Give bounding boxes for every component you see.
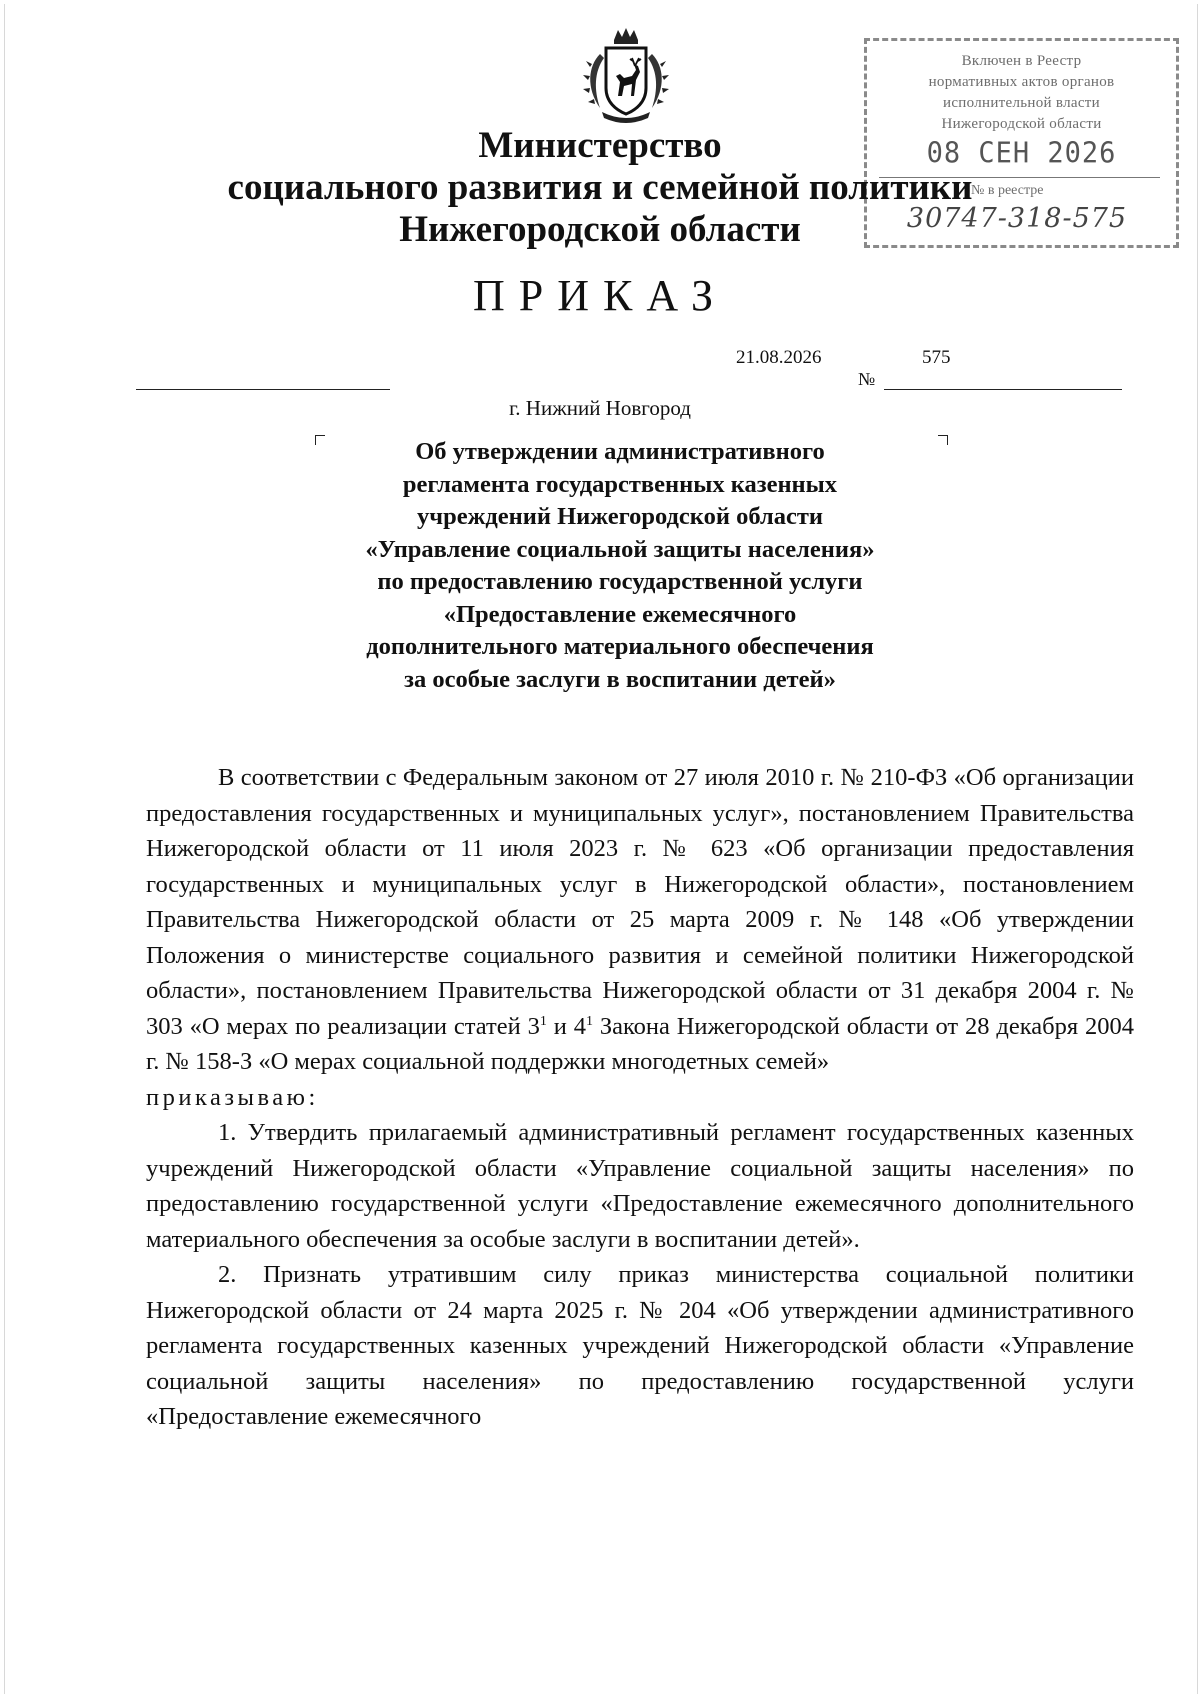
preamble-text: Закона Нижегородской области от 28 декабря 2004 г. № 158-З «О мерах социальной поддержки многодетных семей» [146, 1012, 1134, 1075]
subject-line: регламента государственных казенных [402, 470, 838, 498]
number-underline [884, 389, 1122, 390]
preamble-paragraph [146, 760, 1134, 1080]
subject-line: Об утверждении административного [415, 438, 825, 465]
order-number: 575 [922, 347, 951, 368]
order-item-1: 1. Утвердить прилагаемый административный регламент государственных казенных учреждений Нижегородской области «Управление социальной защиты населения» по предоставлению государственной услуги «Предоставление ежемесячного дополнительного материального обеспечения за особые заслуги в воспитании детей». [146, 1119, 1134, 1253]
stamp-registry-caption: № в реестре [971, 183, 1044, 198]
city-line: г. Нижний Новгород [509, 396, 691, 420]
number-sign: № [858, 369, 876, 389]
coat-of-arms-emblem [578, 26, 674, 126]
subject-line: за особые заслуги в воспитании детей» [404, 665, 836, 693]
date-underline [136, 389, 390, 390]
superscript: 1 [585, 1013, 593, 1029]
stamp-line: исполнительной власти [943, 95, 1100, 111]
ministry-line: социального развития и семейной политики [227, 167, 973, 208]
order-date: 21.08.2026 [736, 347, 822, 368]
stamp-line: нормативных актов органов [928, 74, 1115, 90]
superscript: 1 [539, 1013, 547, 1029]
ministry-heading [150, 125, 1050, 251]
ministry-line: Министерство [478, 125, 722, 166]
preamble-text: В соответствии с Федеральным законом от 27 июля 2010 г. № 210-ФЗ «Об организации предоставления государственных и муниципальных услуг», постановлением Правительства Нижегородской области от 11 июля 2023 г. № 623 «Об организации предоставления государственных и муниципальных услуг в Нижегородской области», постановлением Правительства Нижегородской области от 25 марта 2009 г. № 148 «Об утверждении Положения о министерстве социального развития и семейной политики Нижегородской области», постановлением Правительства Нижегородской области от 31 декабря 2004 г. № 303 «О мерах по реализации статей 3 [146, 764, 1134, 1040]
order-body [146, 760, 1134, 1435]
order-title: ПРИКАЗ [472, 271, 728, 320]
preamble-text: и 4 [546, 1012, 586, 1040]
subject-line: «Управление социальной защиты населения» [365, 535, 875, 563]
stamp-date: 08 СЕН 2026 [926, 137, 1117, 170]
order-word: приказываю: [146, 1083, 319, 1111]
stamp-line: Нижегородской области [941, 116, 1102, 132]
subject-line: дополнительного материального обеспечения [366, 633, 874, 660]
stamp-line: Включен в Реестр [961, 53, 1082, 69]
subject-line: по предоставлению государственной услуги [377, 568, 863, 595]
order-subject [300, 436, 940, 696]
order-item-2: 2. Признать утратившим силу приказ министерства социальной политики Нижегородской области от 24 марта 2025 г. № 204 «Об утверждении административного регламента государственных казенных учреждений Нижегородской области «Управление социальной защиты населения» по предоставлению государственной услуги «Предоставление ежемесячного [146, 1261, 1134, 1430]
stamp-registry-number: 30747-318-575 [906, 203, 1128, 234]
subject-line: «Предоставление ежемесячного [443, 600, 797, 628]
subject-line: учреждений Нижегородской области [417, 503, 823, 530]
ministry-line: Нижегородской области [399, 209, 801, 250]
